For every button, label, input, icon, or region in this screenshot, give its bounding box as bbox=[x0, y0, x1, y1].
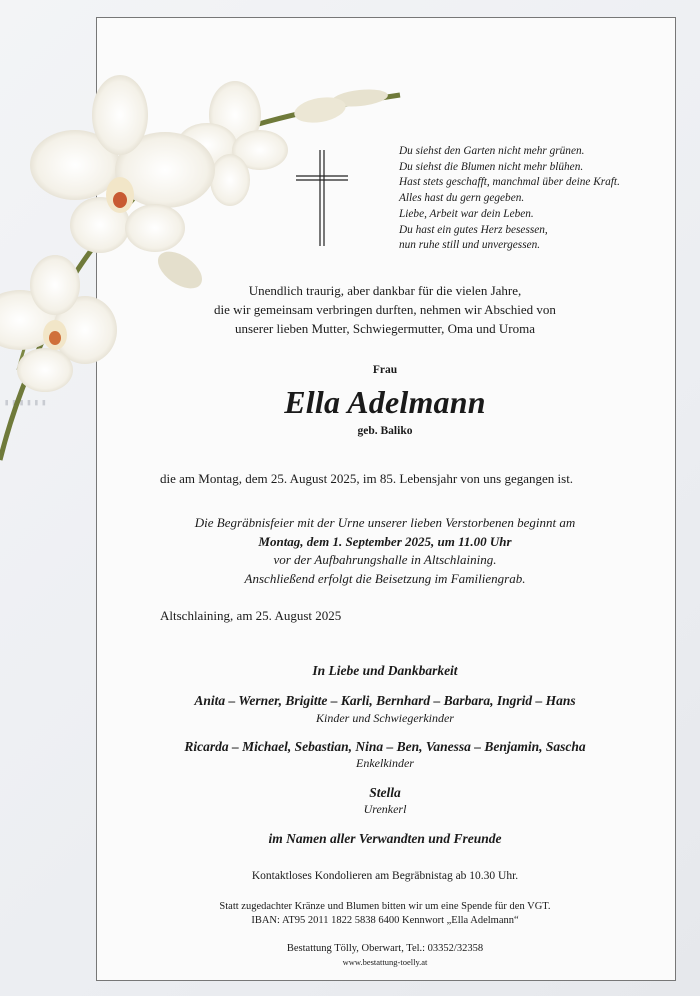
scan-smudge: ▮▮▮▮▮▮ bbox=[4, 398, 49, 408]
mourner-relation: Enkelkinder bbox=[356, 756, 414, 770]
deceased-name: Ella Adelmann bbox=[284, 384, 486, 420]
funeral-line: Anschließend erfolgt die Beisetzung im Familiengrab. bbox=[244, 570, 526, 586]
poem-line: Du siehst die Blumen nicht mehr blühen. bbox=[399, 160, 584, 173]
donation-iban: IBAN: AT95 2011 1822 5838 6400 Kennwort „Ella Adelmann“ bbox=[251, 915, 519, 926]
intro-line: die wir gemeinsam verbringen durften, nehmen wir Abschied von bbox=[214, 302, 556, 317]
place-date: Altschlaining, am 25. August 2025 bbox=[160, 608, 342, 623]
mourner-names: Anita – Werner, Brigitte – Karli, Bernhard – Barbara, Ingrid – Hans bbox=[194, 693, 576, 708]
mourner-names: Ricarda – Michael, Sebastian, Nina – Ben, Vanessa – Benjamin, Sascha bbox=[184, 739, 586, 754]
intro-line: Unendlich traurig, aber dankbar für die vielen Jahre, bbox=[248, 283, 522, 298]
mourner-names: Stella bbox=[369, 785, 401, 800]
poem-line: Du siehst den Garten nicht mehr grünen. bbox=[399, 145, 585, 157]
death-notice: die am Montag, dem 25. August 2025, im 85. Lebensjahr von uns gegangen ist. bbox=[160, 471, 574, 486]
poem-line: Liebe, Arbeit war dein Leben. bbox=[399, 207, 534, 220]
condolence-note: Kontaktloses Kondolieren am Begräbnistag ab 10.30 Uhr. bbox=[251, 870, 519, 882]
memorial-poem bbox=[399, 144, 669, 254]
donation-note bbox=[96, 900, 674, 928]
funeral-line: Die Begräbnisfeier mit der Urne unserer lieben Verstorbenen beginnt am bbox=[194, 515, 576, 530]
funeral-details bbox=[96, 514, 674, 588]
mourner-relation: Urenkerl bbox=[363, 802, 407, 816]
poem-line: Hast stets geschafft, manchmal über deine Kraft. bbox=[399, 176, 620, 189]
funeral-date: Montag, dem 1. September 2025, um 11.00 Uhr bbox=[258, 533, 512, 549]
mourner-relation: Kinder und Schwiegerkinder bbox=[316, 711, 454, 725]
salutation: Frau bbox=[372, 364, 398, 376]
birth-name: geb. Baliko bbox=[357, 425, 413, 437]
donation-line: Statt zugedachter Kränze und Blumen bitten wir um eine Spende für den VGT. bbox=[219, 901, 551, 912]
intro-text bbox=[96, 281, 674, 338]
undertaker-website: www.bestattung-toelly.at bbox=[342, 957, 428, 967]
cross-icon bbox=[294, 148, 350, 248]
undertaker-info: Bestattung Tölly, Oberwart, Tel.: 03352/32358 bbox=[286, 943, 484, 954]
poem-line: nun ruhe still und unvergessen. bbox=[399, 239, 541, 252]
poem-line: Du hast ein gutes Herz besessen, bbox=[399, 223, 548, 236]
mourners-closing: im Namen aller Verwandten und Freunde bbox=[268, 831, 502, 846]
poem-line: Alles hast du gern gegeben. bbox=[399, 192, 525, 205]
funeral-line: vor der Aufbahrungshalle in Altschlaining. bbox=[273, 552, 497, 567]
intro-line: unserer lieben Mutter, Schwiegermutter, Oma und Uroma bbox=[234, 321, 536, 336]
mourners-heading: In Liebe und Dankbarkeit bbox=[312, 663, 458, 678]
